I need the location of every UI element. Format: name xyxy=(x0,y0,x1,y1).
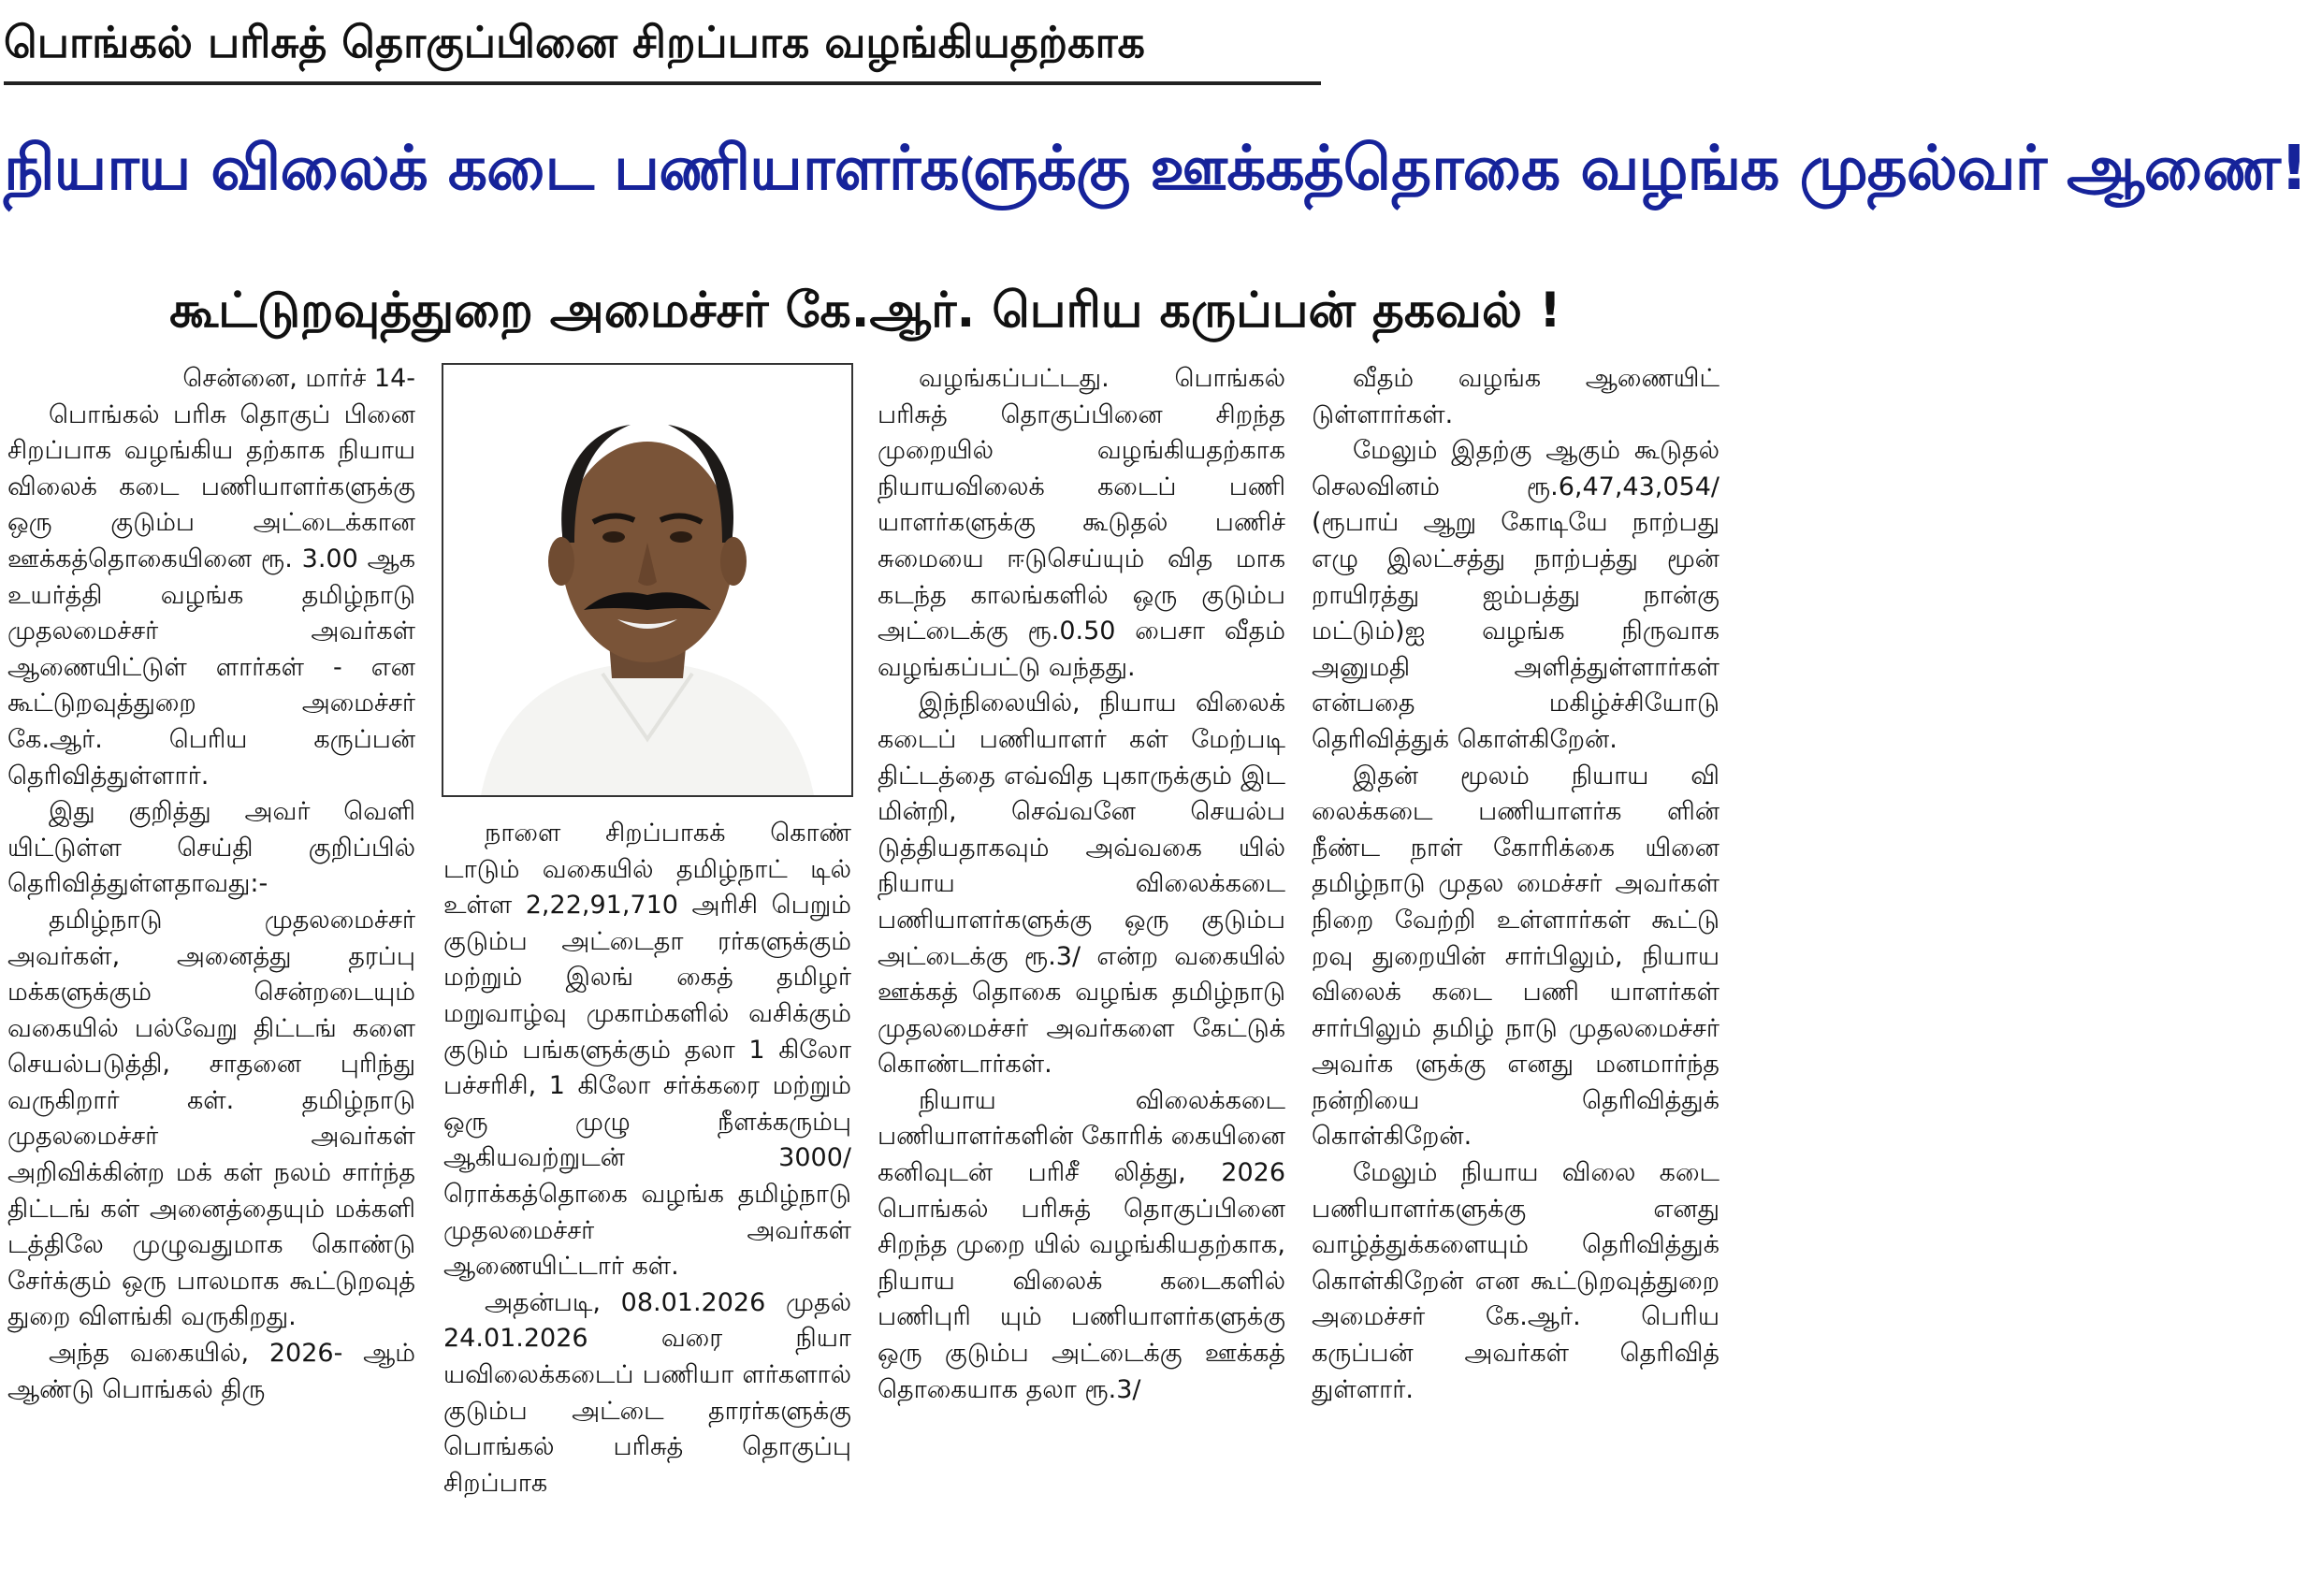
paragraph: இந்நிலையில், நியாய விலைக் கடைப் பணியாளர் கள் மேற்படி திட்டத்தை எவ்வித புகாருக்கும் இட மின்றி, செவ்வனே செயல்ப டுத்தியதாகவும் அவ்வகை யில் நியாய விலைக்கடை பணியாளர்களுக்கு ஒரு குடும்ப அட்டைக்கு ரூ.3/ என்ற வகையில் ஊக்கத் தொகை வழங்க தமிழ்நாடு முதலமைச்சர் அவர்களை கேட்டுக் கொண்டார்கள். xyxy=(878,689,1285,1080)
paragraph: இதன் மூலம் நியாய வி லைக்கடை பணியாளர்க ளின் நீண்ட நாள் கோரிக்கை யினை தமிழ்நாடு முதல மைச்சர் அவர்கள் நிறை வேற்றி உள்ளார்கள் கூட்டு றவு துறையின் சார்பிலும், நியாய விலைக் கடை பணி யாளர்கள் சார்பிலும் தமிழ் நாடு முதலமைச்சர் அவர்க ளுக்கு எனது மனமார்ந்த நன்றியை தெரிவித்துக் கொள்கிறேன். xyxy=(1312,761,1719,1152)
paragraph: இது குறித்து அவர் வெளி யிட்டுள்ள செய்தி குறிப்பில் தெரிவித்துள்ளதாவது:- xyxy=(7,797,415,899)
paragraph: மேலும் இதற்கு ஆகும் கூடுதல் செலவினம் ரூ.6,47,43,054/ (ரூபாய் ஆறு கோடியே நாற்பது எழு இலட்சத்து நாற்பத்து மூன் றாயிரத்து ஐம்பத்து நான்கு மட்டும்)ஐ வழங்க நிருவாக அனுமதி அளித்துள்ளார்கள் என்பதை மகிழ்ச்சியோடு தெரிவித்துக் கொள்கிறேன். xyxy=(1312,436,1719,754)
paragraph: தமிழ்நாடு முதலமைச்சர் அவர்கள், அனைத்து தரப்பு மக்களுக்கும் சென்றடையும் வகையில் பல்வேறு திட்டங் களை செயல்படுத்தி, சாதனை புரிந்து வருகிறார் கள். தமிழ்நாடு முதலமைச்சர் அவர்கள் அறிவிக்கின்ற மக் கள் நலம் சார்ந்த திட்டங் கள் அனைத்தையும் மக்களி டத்திலே முழுவதுமாக கொண்டு சேர்க்கும் ஒரு பாலமாக கூட்டுறவுத் துறை விளங்கி வருகிறது. xyxy=(7,905,415,1332)
article-column-4 xyxy=(1312,361,1719,1592)
article-column-1 xyxy=(7,361,415,1592)
portrait-image xyxy=(443,365,851,795)
paragraph: பொங்கல் பரிசு தொகுப் பினை சிறப்பாக வழங்கிய தற்காக நியாய விலைக் கடை பணியாளர்களுக்கு ஒரு குடும்ப அட்டைக்கான ஊக்கத்தொகையினை ரூ. 3.00 ஆக உயர்த்தி வழங்க தமிழ்நாடு முதலமைச்சர் அவர்கள் ஆணையிட்டுள் ளார்கள் - என கூட்டுறவுத்துறை அமைச்சர் கே.ஆர். பெரிய கருப்பன் தெரிவித்துள்ளார். xyxy=(7,399,415,791)
paragraph: வீதம் வழங்க ஆணையிட் டுள்ளார்கள். xyxy=(1312,364,1719,429)
paragraph: அதன்படி, 08.01.2026 முதல் 24.01.2026 வரை நியா யவிலைக்கடைப் பணியா ளர்களால் குடும்ப அட்டை தாரர்களுக்கு பொங்கல் பரிசுத் தொகுப்பு சிறப்பாக xyxy=(443,1287,851,1498)
paragraph: மேலும் நியாய விலை கடை பணியாளர்களுக்கு எனது வாழ்த்துக்களையும் தெரிவித்துக் கொள்கிறேன் என கூட்டுறவுத்துறை அமைச்சர் கே.ஆர். பெரிய கருப்பன் அவர்கள் தெரிவித் துள்ளார். xyxy=(1312,1158,1719,1404)
kicker-line: பொங்கல் பரிசுத் தொகுப்பினை சிறப்பாக வழங்கியதற்காக xyxy=(4,17,1145,67)
paragraph: அந்த வகையில், 2026- ஆம் ஆண்டு பொங்கல் திரு xyxy=(7,1339,415,1404)
subheadline: கூட்டுறவுத்துறை அமைச்சர் கே.ஆர். பெரிய கருப்பன் தகவல் ! xyxy=(169,283,1561,339)
minister-photo xyxy=(442,363,853,797)
paragraph: நியாய விலைக்கடை பணியாளர்களின் கோரிக் கையினை கனிவுடன் பரிசீ லித்து, 2026 பொங்கல் பரிசுத் தொகுப்பினை சிறந்த முறை யில் வழங்கியதற்காக, நியாய விலைக் கடைகளில் பணிபுரி யும் பணியாளர்களுக்கு ஒரு குடும்ப அட்டைக்கு ஊக்கத் தொகையாக தலா ரூ.3/ xyxy=(878,1085,1285,1404)
headline: நியாய விலைக் கடை பணியாளர்களுக்கு ஊக்கத்தொகை வழங்க முதல்வர் ஆணை! xyxy=(4,132,2307,204)
paragraph: நாளை சிறப்பாகக் கொண் டாடும் வகையில் தமிழ்நாட் டில் உள்ள 2,22,91,710 அரிசி பெறும் குடும்ப அட்டைதா ரர்களுக்கும் மற்றும் இலங் கைத் தமிழர் மறுவாழ்வு முகாம்களில் வசிக்கும் குடும் பங்களுக்கும் தலா 1 கிலோ பச்சரிசி, 1 கிலோ சர்க்கரை மற்றும் ஒரு முழு நீளக்கரும்பு ஆகியவற்றுடன் 3000/ ரொக்கத்தொகை வழங்க தமிழ்நாடு முதலமைச்சர் அவர்கள் ஆணையிட்டார் கள். xyxy=(443,819,851,1282)
paragraph: வழங்கப்பட்டது. பொங்கல் பரிசுத் தொகுப்பினை சிறந்த முறையில் வழங்கியதற்காக நியாயவிலைக் கடைப் பணி யாளர்களுக்கு கூடுதல் பணிச் சுமையை ஈடுசெய்யும் வித மாக கடந்த காலங்களில் ஒரு குடும்ப அட்டைக்கு ரூ.0.50 பைசா வீதம் வழங்கப்பட்டு வந்தது. xyxy=(878,364,1285,682)
dateline: சென்னை, மார்ச் 14- xyxy=(182,364,415,393)
kicker-underline xyxy=(4,81,1321,85)
article-column-2 xyxy=(443,816,851,1592)
article-column-3 xyxy=(878,361,1285,1592)
